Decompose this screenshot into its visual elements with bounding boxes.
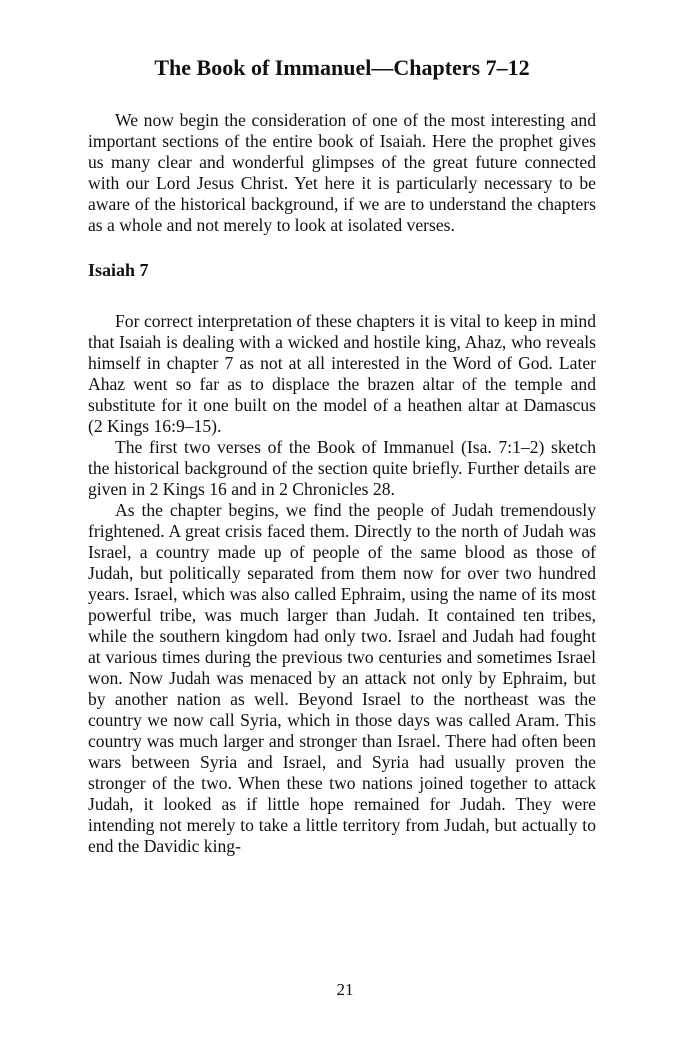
body-paragraph-3: As the chapter begins, we find the people of Judah tremendously frightened. A great crisis faced them. Directly to the north of Judah was Israel, a country made up of people of the same blood as those of Judah, but politically separated from them now for over two hundred years. Israel, which was also called Ephraim, using the name of its most powerful tribe, was much larger than Judah. It contained ten tribes, while the southern kingdom had only two. Israel and Judah had fought at various times during the previous two centuries and sometimes Israel won. Now Judah was menaced by an attack not only by Ephraim, but by another nation as well. Beyond Israel to the northeast was the country we now call Syria, which in those days was called Aram. This country was much larger and stronger than Israel. There had often been wars between Syria and Israel, and Syria had usually proven the stronger of the two. When these two nations joined together to attack Judah, it looked as if little hope remained for Judah. They were intending not merely to take a little territory from Judah, but actually to end the Davidic king- — [88, 500, 596, 856]
body-paragraph-1: For correct interpretation of these chapters it is vital to keep in mind that Isaiah is dealing with a wicked and hostile king, Ahaz, who reveals himself in chapter 7 as not at all interested in the Word of God. Later Ahaz went so far as to displace the brazen altar of the temple and substitute for it one built on the model of a heathen altar at Damascus (2 Kings 16:9–15). — [88, 311, 596, 436]
page-number: 21 — [336, 980, 354, 999]
page-body — [88, 50, 596, 857]
chapter-title: The Book of Immanuel—Chapters 7–12 — [154, 55, 530, 80]
body-paragraph-2: The first two verses of the Book of Immanuel (Isa. 7:1–2) sketch the historical background of the section quite briefly. Further details are given in 2 Kings 16 and in 2 Chronicles 28. — [88, 437, 596, 499]
intro-paragraph: We now begin the consideration of one of the most interesting and important sections of the entire book of Isaiah. Here the prophet gives us many clear and wonderful glimpses of the great future connected with our Lord Jesus Christ. Yet here it is particularly necessary to be aware of the historical background, if we are to understand the chapters as a whole and not merely to look at isolated verses. — [88, 110, 596, 235]
section-heading: Isaiah 7 — [88, 260, 149, 280]
